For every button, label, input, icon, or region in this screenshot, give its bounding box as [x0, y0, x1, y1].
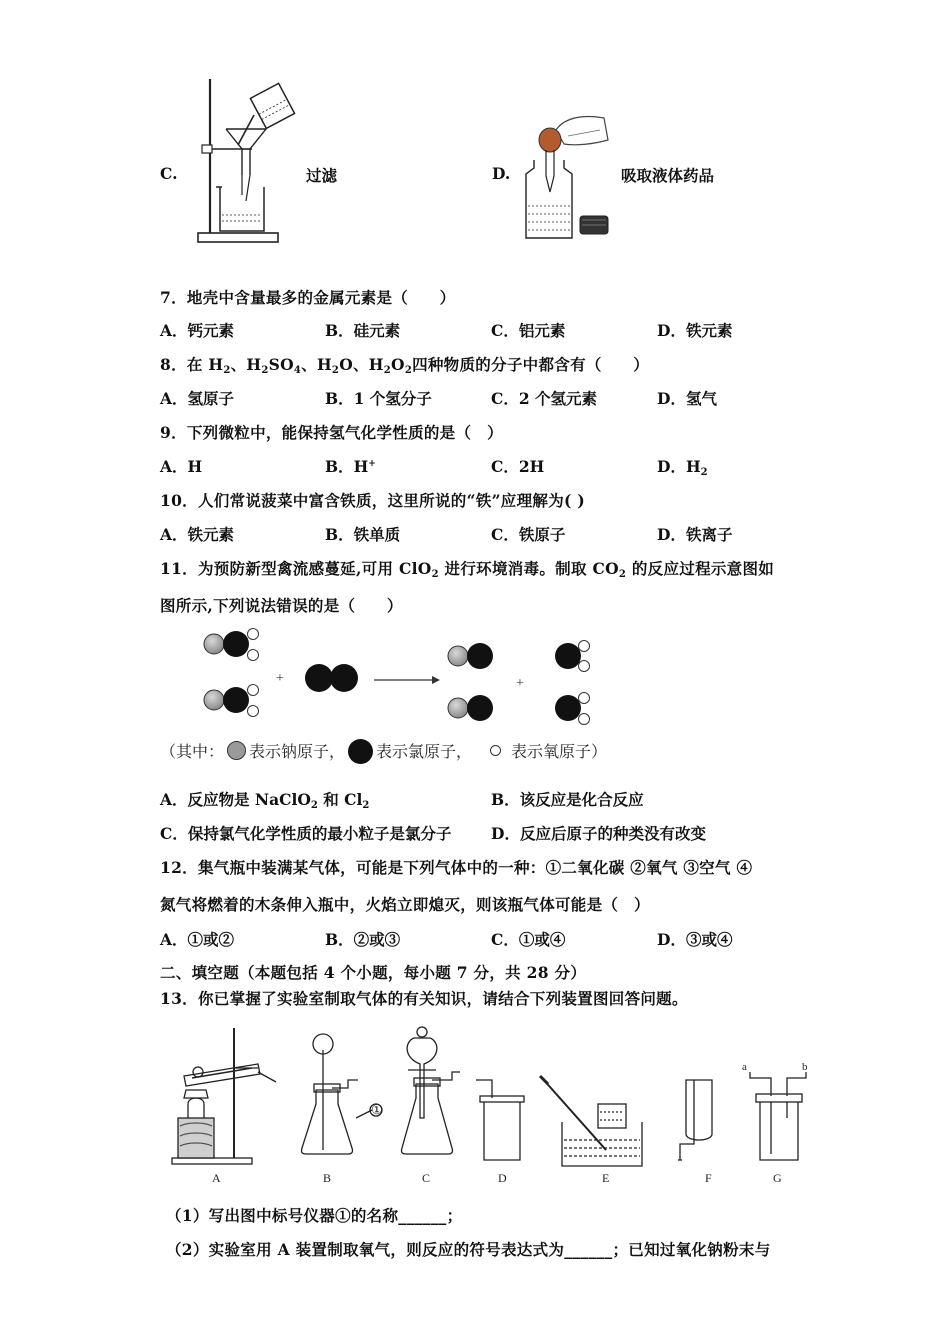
- sub-2: 2: [310, 800, 318, 811]
- sodium-atom-icon: [227, 741, 246, 760]
- apparatus-d: [476, 1080, 524, 1160]
- q11-stem-line1: [160, 557, 774, 580]
- marker-1-label: ①: [371, 1102, 383, 1117]
- option-c-label: C.: [160, 164, 178, 183]
- chlorine-atom-icon: [348, 739, 373, 764]
- legend-prefix: （其中：: [160, 742, 225, 761]
- q8-stem: [160, 353, 649, 376]
- apparatus-label: D: [498, 1171, 507, 1185]
- q11-option-d: D．反应后原子的种类没有改变: [491, 824, 706, 843]
- q10-option-c: C．铁原子: [491, 525, 566, 544]
- q12-stem-line2: 氮气将燃着的木条伸入瓶中，火焰立即熄灭，则该瓶气体可能是（ ）: [160, 895, 650, 914]
- reaction-legend: [160, 739, 607, 764]
- q12-option-d: D．③或④: [657, 930, 733, 949]
- apparatus-label: A: [212, 1171, 221, 1185]
- q9-option-c: C．2H: [491, 457, 545, 476]
- sub-2: 2: [331, 365, 340, 376]
- apparatus-figure: [168, 1018, 818, 1188]
- q13-sub2: （2）实验室用 A 装置制取氧气，则反应的符号表达式为______；已知过氧化钠粉末与: [166, 1240, 771, 1259]
- sub-2: 2: [700, 467, 708, 478]
- q7-option-a: A．钙元素: [160, 321, 235, 340]
- formula-o: O: [391, 355, 405, 374]
- naclo2-molecule: [204, 629, 259, 661]
- dropper-figure: [520, 110, 612, 244]
- q7-option-d: D．铁元素: [657, 321, 733, 340]
- sup-plus: +: [368, 459, 376, 469]
- option-d-text: 吸取液体药品: [621, 166, 715, 185]
- q8-stem-suffix: 四种物质的分子中都含有（ ）: [412, 355, 650, 374]
- formula-h: 、H: [301, 355, 332, 374]
- q10-stem: 10．人们常说菠菜中富含铁质，这里所说的“铁”应理解为( ): [160, 491, 585, 510]
- q11-stem-part-b: 进行环境消毒。制取 CO: [438, 559, 619, 578]
- q10-option-b: B．铁单质: [325, 525, 401, 544]
- port-b-label: b: [802, 1061, 808, 1073]
- sub-2: 2: [618, 569, 627, 580]
- formula-so: SO: [268, 355, 294, 374]
- q11-option-c: C．保持氯气化学性质的最小粒子是氯分子: [160, 824, 452, 843]
- q13-sub1: （1）写出图中标号仪器①的名称______；: [166, 1206, 463, 1225]
- q7-option-b: B．硅元素: [325, 321, 401, 340]
- apparatus-e: [540, 1076, 642, 1166]
- nacl-molecule: [448, 643, 493, 669]
- q10-option-d: D．铁离子: [657, 525, 733, 544]
- legend-chlorine: 表示氯原子，: [376, 742, 473, 761]
- plus-sign: +: [516, 676, 524, 691]
- nacl-molecule: [448, 695, 493, 721]
- q8-option-b: B．1 个氢分子: [325, 389, 432, 408]
- q13-stem: 13．你已掌握了实验室制取气体的有关知识，请结合下列装置图回答问题。: [160, 989, 688, 1008]
- q11-stem-part-a: 11．为预防新型禽流感蔓延,可用 ClO: [160, 559, 432, 578]
- port-a-label: a: [742, 1061, 747, 1073]
- clo2-molecule: [555, 693, 590, 725]
- q8-option-c: C．2 个氢元素: [491, 389, 598, 408]
- apparatus-label: B: [323, 1171, 332, 1185]
- q9-option-d-text: D．H: [657, 457, 701, 476]
- sub-2: 2: [431, 569, 439, 580]
- q12-option-b: B．②或③: [325, 930, 401, 949]
- naclo2-molecule: [204, 685, 259, 717]
- q11-option-a-mid: 和 Cl: [317, 790, 363, 809]
- apparatus-label: G: [773, 1171, 782, 1185]
- q11-option-b: B．该反应是化合反应: [491, 790, 644, 809]
- q11-stem-line2: 图所示,下列说法错误的是（ ）: [160, 596, 403, 615]
- q9-option-b-text: B．H: [325, 457, 369, 476]
- apparatus-label: E: [602, 1171, 610, 1185]
- q9-option-a: A．H: [160, 457, 203, 476]
- legend-sodium: 表示钠原子，: [249, 742, 346, 761]
- clo2-molecule: [555, 641, 590, 672]
- plus-sign: +: [276, 671, 284, 686]
- q8-option-d: D．氢气: [657, 389, 717, 408]
- apparatus-b: [302, 1034, 383, 1154]
- sub-2: 2: [362, 800, 370, 811]
- apparatus-g: [750, 1072, 806, 1160]
- q11-stem-part-c: 的反应过程示意图如: [626, 559, 775, 578]
- option-c-text: 过滤: [306, 166, 338, 185]
- q11-option-a-prefix: A．反应物是 NaClO: [160, 790, 311, 809]
- sub-2: 2: [383, 365, 391, 376]
- q8-option-a: A．氢原子: [160, 389, 235, 408]
- apparatus-f: [678, 1080, 712, 1160]
- q9-option-d: [657, 455, 708, 478]
- section-title: 二、填空题（本题包括 4 个小题，每小题 7 分，共 28 分）: [160, 963, 587, 982]
- sub-2: 2: [223, 365, 231, 376]
- apparatus-label: F: [705, 1171, 712, 1185]
- q10-option-a: A．铁元素: [160, 525, 235, 544]
- formula-o-h: O、H: [339, 355, 384, 374]
- formula-h: 、H: [230, 355, 262, 374]
- q8-stem-prefix: 8．在 H: [160, 355, 224, 374]
- sub-2: 2: [261, 365, 269, 376]
- apparatus-a: [172, 1028, 276, 1164]
- legend-oxygen: 表示氧原子）: [511, 742, 608, 761]
- q9-stem: 9．下列微粒中，能保持氢气化学性质的是（ ）: [160, 423, 503, 442]
- apparatus-label: C: [422, 1171, 431, 1185]
- reaction-diagram: [196, 624, 606, 732]
- filtration-figure: [192, 75, 304, 247]
- q12-option-a: A．①或②: [160, 930, 235, 949]
- cl2-molecule: [305, 664, 358, 692]
- sub-4: 4: [293, 365, 302, 376]
- q7-stem: 7．地壳中含量最多的金属元素是（ ）: [160, 288, 456, 307]
- q11-option-a: [160, 788, 369, 811]
- q12-option-c: C．①或④: [491, 930, 566, 949]
- q7-option-c: C．铝元素: [491, 321, 566, 340]
- option-d-label: D.: [492, 164, 511, 183]
- q12-stem-line1: 12．集气瓶中装满某气体，可能是下列气体中的一种：①二氧化碳 ②氧气 ③空气 ④: [160, 858, 753, 877]
- oxygen-atom-icon: [490, 745, 501, 756]
- sub-2: 2: [404, 365, 413, 376]
- apparatus-c: [402, 1027, 461, 1154]
- q9-option-b: [325, 455, 376, 477]
